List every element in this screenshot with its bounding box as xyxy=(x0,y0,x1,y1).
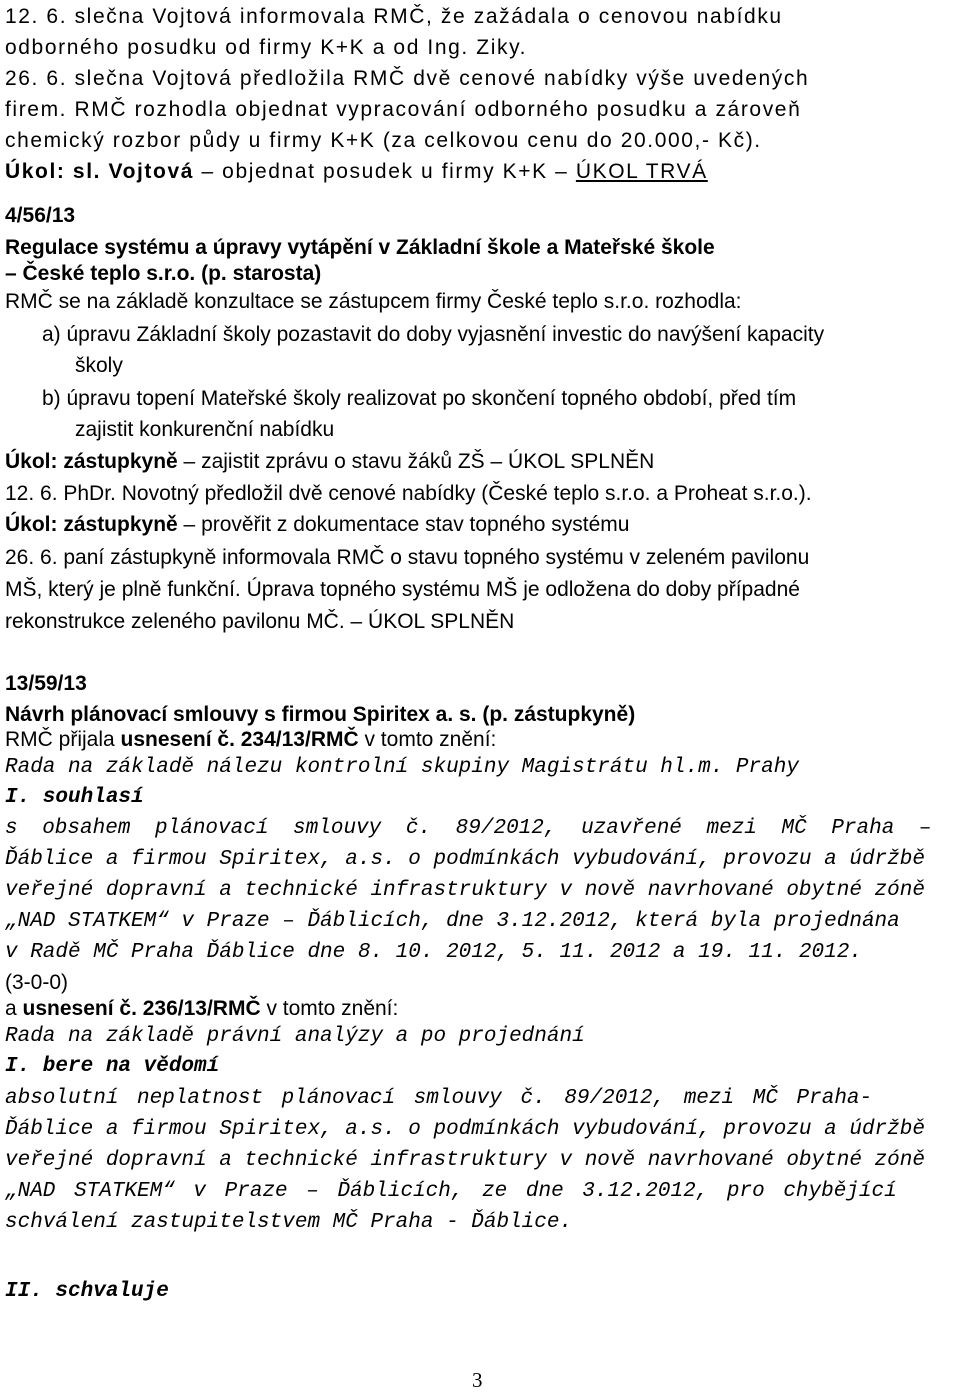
task-line xyxy=(5,512,629,538)
resolution-text: Rada na základě nálezu kontrolní skupiny Magistrátu hl.m. Prahy xyxy=(5,756,799,779)
list-item-cont: školy xyxy=(75,354,123,377)
resolution-number: usnesení č. 234/13/RMČ xyxy=(120,728,359,751)
task-owner: Úkol: zástupkyně xyxy=(5,450,178,473)
text-line: odborného posudku od firmy K+K a od Ing. Ziky. xyxy=(5,36,528,59)
task-line xyxy=(5,159,708,185)
list-item: b) úpravu topení Mateřské školy realizovat po skončení topného období, před tím xyxy=(42,387,797,410)
text-line: 12. 6. slečna Vojtová informovala RMČ, že zažádala o cenovou nabídku xyxy=(5,5,783,28)
resolution-text: Ďáblice a firmou Spiritex, a.s. o podmínkách vybudování, provozu a údržbě xyxy=(5,848,925,871)
resolution-heading: I. souhlasí xyxy=(5,786,144,809)
resolution-text: absolutní neplatnost plánovací smlouvy č. 89/2012, mezi MČ Praha- xyxy=(5,1087,873,1110)
text-line: firem. RMČ rozhodla objednat vypracování odborného posudku a zároveň xyxy=(5,98,802,121)
task-status: ÚKOL TRVÁ xyxy=(575,160,708,183)
resolution-number: usnesení č. 236/13/RMČ xyxy=(22,997,261,1020)
resolution-line: RMČ přijala usnesení č. 234/13/RMČ v tomto znění: xyxy=(5,728,497,751)
resolution-line: a usnesení č. 236/13/RMČ v tomto znění: xyxy=(5,997,399,1020)
resolution-text: „NAD STATKEM“ v Praze – Ďáblicích, dne 3.12.2012, která byla projednána xyxy=(5,910,900,933)
vote-result: (3-0-0) xyxy=(5,971,69,994)
task-text: – prověřit z dokumentace stav topného systému xyxy=(177,513,630,536)
task-text: – zajistit zprávu o stavu žáků ZŠ – ÚKOL SPLNĚN xyxy=(177,450,655,473)
task-owner: Úkol: zástupkyně xyxy=(5,513,178,536)
resolution-text: Rada na základě právní analýzy a po projednání xyxy=(5,1025,585,1048)
resolution-text: schválení zastupitelstvem MČ Praha - Ďáblice. xyxy=(5,1211,573,1234)
resolution-text: veřejné dopravní a technické infrastruktury v nově navrhované obytné zóně xyxy=(5,879,925,902)
text-line: rekonstrukce zeleného pavilonu MČ. – ÚKOL SPLNĚN xyxy=(5,610,515,633)
resolution-text: v Radě MČ Praha Ďáblice dne 8. 10. 2012, 5. 11. 2012 a 19. 11. 2012. xyxy=(5,941,862,964)
resolution-heading: II. schvaluje xyxy=(5,1280,169,1303)
resolution-text: „NAD STATKEM“ v Praze – Ďáblicích, ze dne 3.12.2012, pro chybějící xyxy=(5,1180,897,1203)
section-title: Regulace systému a úpravy vytápění v Základní škole a Mateřské škole xyxy=(5,236,715,259)
task-text: – objednat posudek u firmy K+K – xyxy=(194,160,576,183)
task-line xyxy=(5,449,654,475)
list-item-cont: zajistit konkurenční nabídku xyxy=(75,418,335,441)
section-number: 13/59/13 xyxy=(5,672,87,695)
page-number: 3 xyxy=(472,1368,483,1392)
resolution-text: Ďáblice a firmou Spiritex, a.s. o podmínkách vybudování, provozu a údržbě xyxy=(5,1118,925,1141)
resolution-heading: I. bere na vědomí xyxy=(5,1055,220,1078)
text-line: RMČ se na základě konzultace se zástupcem firmy České teplo s.r.o. rozhodla: xyxy=(5,290,742,313)
section-title: Návrh plánovací smlouvy s firmou Spiritex a. s. (p. zástupkyně) xyxy=(5,703,636,726)
task-owner: Úkol: sl. Vojtová xyxy=(5,160,195,183)
text-line: MŠ, který je plně funkční. Úprava topného systému MŠ je odložena do doby případné xyxy=(5,578,800,601)
text-line: chemický rozbor půdy u firmy K+K (za celkovou cenu do 20.000,- Kč). xyxy=(5,129,762,152)
list-item: a) úpravu Základní školy pozastavit do doby vyjasnění investic do navýšení kapacity xyxy=(42,323,825,346)
text-line: 26. 6. paní zástupkyně informovala RMČ o stavu topného systému v zeleném pavilonu xyxy=(5,546,810,569)
section-number: 4/56/13 xyxy=(5,204,76,227)
text-line: 26. 6. slečna Vojtová předložila RMČ dvě cenové nabídky výše uvedených xyxy=(5,67,810,90)
resolution-text: s obsahem plánovací smlouvy č. 89/2012, uzavřené mezi MČ Praha – xyxy=(5,817,932,840)
text-line: 12. 6. PhDr. Novotný předložil dvě cenové nabídky (České teplo s.r.o. a Proheat s.r.o.). xyxy=(5,482,812,505)
section-title-cont: – České teplo s.r.o. (p. starosta) xyxy=(5,262,322,285)
resolution-text: veřejné dopravní a technické infrastruktury v nově navrhované obytné zóně xyxy=(5,1149,925,1172)
